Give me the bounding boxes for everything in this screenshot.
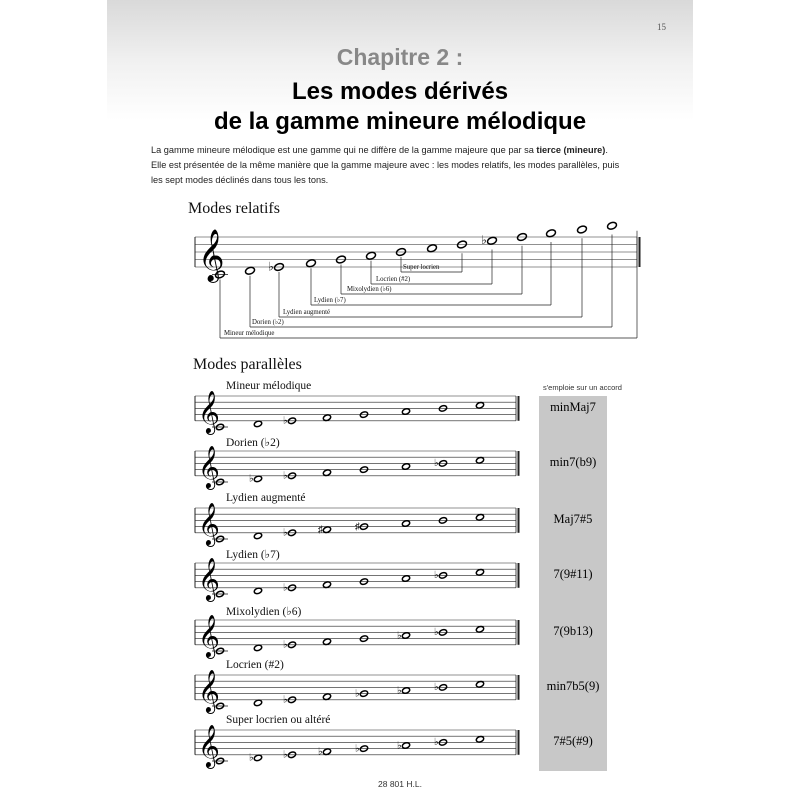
relative-mode-label: Mixolydien (♭6) <box>347 286 392 293</box>
flat-sign-icon: ♭ <box>249 752 254 764</box>
flat-sign-icon: ♭ <box>434 570 439 582</box>
treble-clef-icon: 𝄞 <box>198 391 220 433</box>
flat-sign-icon: ♭ <box>397 685 402 697</box>
relative-mode-label: Locrien (#2) <box>376 276 411 283</box>
parallel-mode-label: Mixolydien (♭6) <box>226 606 302 618</box>
relative-mode-label: Dorien (♭2) <box>252 319 284 326</box>
flat-sign-icon: ♭ <box>283 639 288 651</box>
chapter-label: Chapitre 2 : <box>336 44 464 70</box>
chord-symbol: min7b5(9) <box>546 679 600 693</box>
intro-line1-suffix: . <box>605 145 608 155</box>
treble-clef-icon: 𝄞 <box>198 725 220 767</box>
flat-sign-icon: ♭ <box>434 737 439 749</box>
relative-mode-label: Lydien (♭7) <box>314 297 346 304</box>
intro-paragraph <box>151 143 661 188</box>
chord-symbol: 7(9b13) <box>553 624 593 638</box>
section-heading-paralleles: Modes parallèles <box>193 356 302 373</box>
footer-catalog: 28 801 H.L. <box>378 779 422 789</box>
relative-mode-label: Mineur mélodique <box>224 330 275 337</box>
parallel-mode-label: Locrien (#2) <box>226 659 284 671</box>
treble-clef-icon: 𝄞 <box>198 670 220 712</box>
flat-sign-icon: ♭ <box>481 233 487 248</box>
parallel-mode-label: Dorien (♭2) <box>226 437 280 449</box>
flat-sign-icon: ♭ <box>434 627 439 639</box>
flat-sign-icon: ♭ <box>283 694 288 706</box>
flat-sign-icon: ♭ <box>355 743 360 755</box>
treble-clef-icon: 𝄞 <box>198 503 220 545</box>
sharp-sign-icon: ♯ <box>355 521 360 533</box>
flat-sign-icon: ♭ <box>434 682 439 694</box>
treble-clef-icon: 𝄞 <box>198 446 220 488</box>
sharp-sign-icon: ♯ <box>318 524 323 536</box>
chord-column-header: s'emploie sur un accord <box>543 383 622 392</box>
flat-sign-icon: ♭ <box>318 746 323 758</box>
page-number: 15 <box>657 22 666 32</box>
chord-column-box <box>539 396 607 771</box>
intro-line2: Elle est présentée de la même manière que la gamme majeure avec : les modes relatifs, les modes parallèles, puis <box>151 160 620 170</box>
treble-clef-icon: 𝄞 <box>198 615 220 657</box>
flat-sign-icon: ♭ <box>397 630 402 642</box>
intro-line1-prefix: La gamme mineure mélodique est une gamme qui ne diffère de la gamme majeure que par sa <box>151 145 537 155</box>
section-heading-relatifs: Modes relatifs <box>188 200 280 217</box>
flat-sign-icon: ♭ <box>283 415 288 427</box>
chord-symbol: Maj7#5 <box>553 512 593 526</box>
intro-line3: les sept modes déclinés dans tous les tons. <box>151 175 329 185</box>
flat-sign-icon: ♭ <box>283 527 288 539</box>
parallel-mode-label: Lydien (♭7) <box>226 549 280 561</box>
chord-symbol: 7(9#11) <box>553 567 593 581</box>
flat-sign-icon: ♭ <box>283 749 288 761</box>
flat-sign-icon: ♭ <box>283 582 288 594</box>
flat-sign-icon: ♭ <box>249 473 254 485</box>
relative-mode-label: Lydien augmenté <box>283 309 330 316</box>
flat-sign-icon: ♭ <box>268 259 274 274</box>
parallel-mode-label: Mineur mélodique <box>226 380 312 392</box>
chord-symbol: min7(b9) <box>549 455 597 469</box>
parallel-mode-label: Lydien augmenté <box>226 492 306 504</box>
chord-symbol: 7#5(#9) <box>553 734 593 748</box>
treble-clef-icon: 𝄞 <box>198 558 220 600</box>
relative-mode-label: Super locrien <box>403 264 440 271</box>
intro-bold-term: tierce (mineure) <box>536 145 606 155</box>
chord-symbol: minMaj7 <box>550 400 596 414</box>
parallel-mode-label: Super locrien ou altéré <box>226 714 331 726</box>
flat-sign-icon: ♭ <box>397 740 402 752</box>
page-title-line2: de la gamme mineure mélodique <box>213 108 587 135</box>
flat-sign-icon: ♭ <box>355 688 360 700</box>
page-title-line1: Les modes dérivés <box>291 78 509 105</box>
flat-sign-icon: ♭ <box>434 458 439 470</box>
treble-clef-icon: 𝄞 <box>198 230 225 280</box>
flat-sign-icon: ♭ <box>283 470 288 482</box>
